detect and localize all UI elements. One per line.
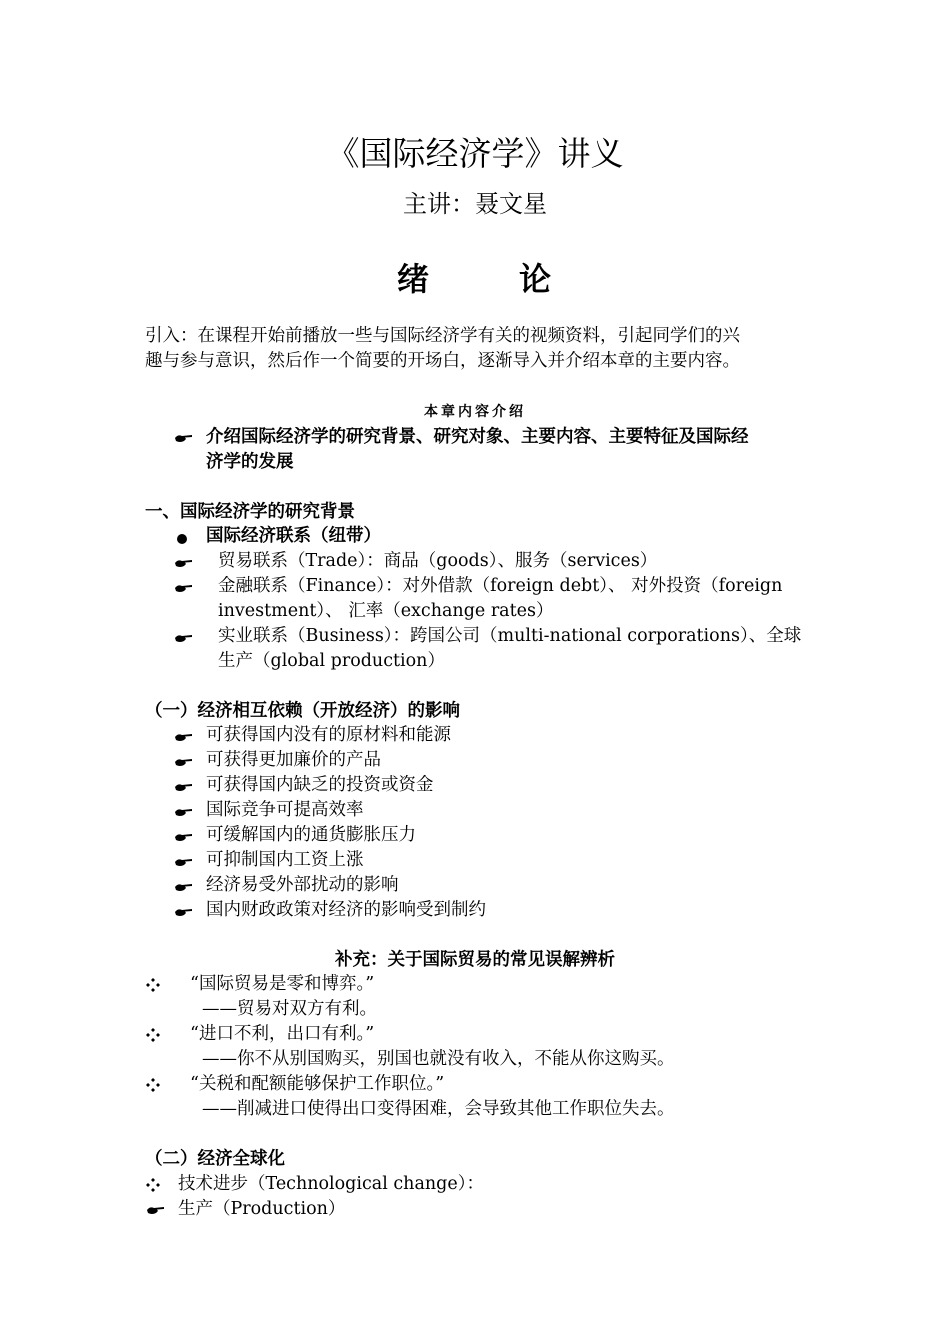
- hand-pointing-icon: [174, 879, 194, 898]
- supplement-answer-2: ——你不从别国购买，别国也就没有收入，不能从你这购买。: [202, 1049, 675, 1069]
- hand-pointing-icon: [146, 1202, 166, 1221]
- list-item: 可获得更加廉价的产品: [206, 750, 381, 770]
- supplement-quote-1: “国际贸易是零和博弈。”: [190, 974, 375, 994]
- supplement-answer-1: ——贸易对双方有利。: [202, 999, 377, 1019]
- filled-circle-icon: [176, 530, 188, 549]
- chapter-title-right: 论: [519, 260, 554, 298]
- chapter-content-item-line-1: 介绍国际经济学的研究背景、研究对象、主要内容、主要特征及国际经: [206, 427, 749, 447]
- subsection1-heading: （一）经济相互依赖（开放经济）的影响: [145, 701, 460, 721]
- list-item: 国际竞争可提高效率: [206, 800, 364, 820]
- lecturer-line: 主讲：聂文星: [403, 190, 547, 218]
- document-title: 《国际经济学》讲义: [326, 134, 624, 173]
- section1-item-trade: 贸易联系（Trade）：商品（goods）、服务（services）: [218, 551, 658, 571]
- list-item: 国内财政政策对经济的影响受到制约: [206, 900, 486, 920]
- hand-pointing-icon: [174, 804, 194, 823]
- hand-pointing-icon: [174, 555, 194, 574]
- four-diamond-icon: [146, 1077, 160, 1096]
- intro-line-1: 引入：在课程开始前播放一些与国际经济学有关的视频资料，引起同学们的兴: [145, 326, 740, 346]
- hand-pointing-icon: [174, 829, 194, 848]
- section1-item-business-line-2: 生产（global production）: [218, 651, 445, 671]
- hand-pointing-icon: [174, 754, 194, 773]
- section1-heading: 一、国际经济学的研究背景: [145, 502, 355, 522]
- hand-pointing-icon: [174, 580, 194, 599]
- four-diamond-icon: [146, 1177, 160, 1196]
- hand-pointing-icon: [174, 729, 194, 748]
- four-diamond-icon: [146, 977, 160, 996]
- hand-pointing-icon: [174, 904, 194, 923]
- subsection2-heading: （二）经济全球化: [145, 1149, 285, 1169]
- supplement-quote-3: “关税和配额能够保护工作职位。”: [190, 1074, 445, 1094]
- section1-item-business-line-1: 实业联系（Business）：跨国公司（multi-national corporations）、全球: [218, 626, 802, 646]
- subsection2-item-production: 生产（Production）: [178, 1199, 346, 1219]
- four-diamond-icon: [146, 1027, 160, 1046]
- hand-pointing-icon: [174, 779, 194, 798]
- supplement-quote-2: “进口不利，出口有利。”: [190, 1024, 375, 1044]
- hand-pointing-icon: [174, 854, 194, 873]
- chapter-title: [0, 254, 950, 300]
- list-item: 可获得国内缺乏的投资或资金: [206, 775, 434, 795]
- supplement-answer-3: ——削减进口使得出口变得困难，会导致其他工作职位失去。: [202, 1099, 675, 1119]
- chapter-content-heading: 本章内容介绍: [424, 404, 526, 420]
- intro-line-2: 趣与参与意识，然后作一个简要的开场白，逐渐导入并介绍本章的主要内容。: [145, 351, 740, 371]
- list-item: 可缓解国内的通货膨胀压力: [206, 825, 416, 845]
- list-item: 可获得国内没有的原材料和能源: [206, 725, 451, 745]
- chapter-content-item-line-2: 济学的发展: [206, 452, 294, 472]
- hand-pointing-icon: [174, 431, 194, 449]
- list-item: 可抑制国内工资上涨: [206, 850, 364, 870]
- section1-subheading: 国际经济联系（纽带）: [206, 526, 381, 546]
- chapter-title-left: 绪: [396, 260, 431, 298]
- list-item: 经济易受外部扰动的影响: [206, 875, 399, 895]
- hand-pointing-icon: [174, 630, 194, 649]
- section1-item-finance-line-2: investment）、 汇率（exchange rates）: [218, 601, 554, 621]
- subsection2-item-technology: 技术进步（Technological change）：: [178, 1174, 484, 1194]
- section1-item-finance-line-1: 金融联系（Finance）：对外借款（foreign debt）、 对外投资（foreign: [218, 576, 783, 596]
- supplement-heading: 补充：关于国际贸易的常见误解辨析: [335, 950, 615, 970]
